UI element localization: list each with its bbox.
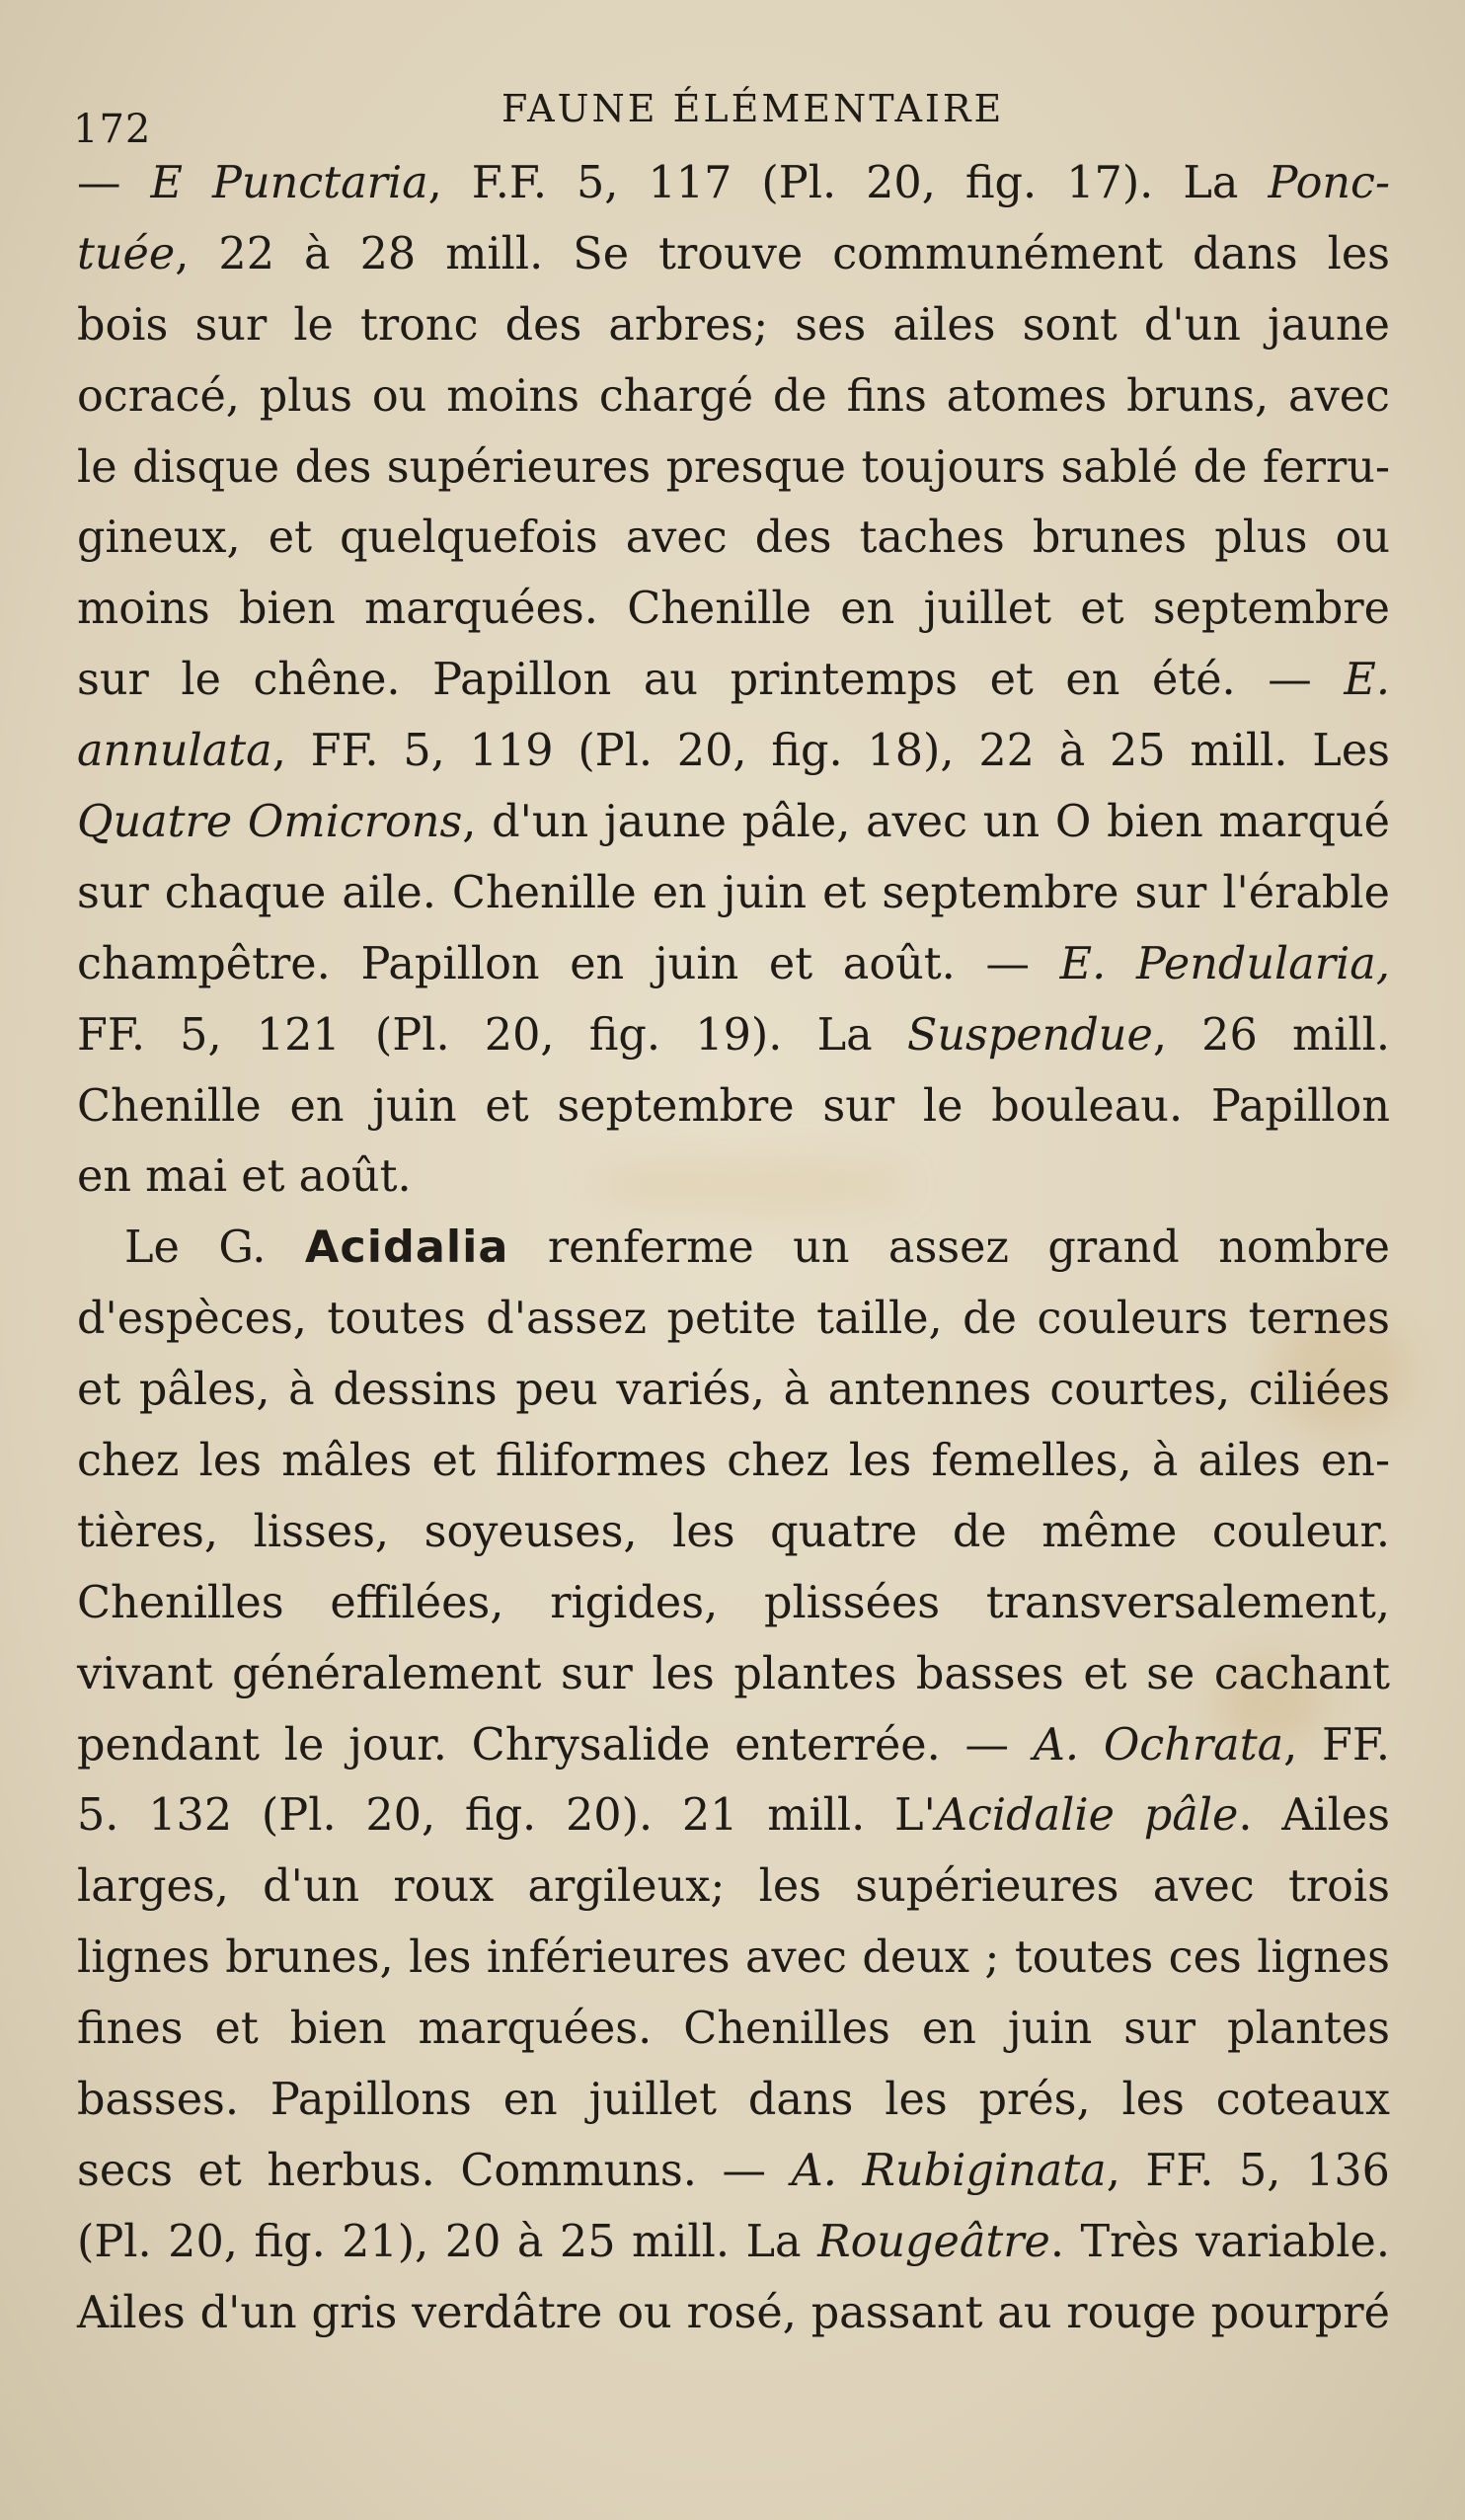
- text-line: gineux, et quelquefois avec des taches brunes plus ou: [77, 512, 1390, 564]
- text-line: Ailes d'un gris verdâtre ou rosé, passant au rouge pourpré: [77, 2287, 1390, 2338]
- text-line: tières, lisses, soyeuses, les quatre de même couleur.: [77, 1506, 1390, 1557]
- running-head: [0, 85, 1465, 152]
- text-line: Le G. Acidalia renferme un assez grand nombre: [124, 1222, 1390, 1274]
- text-line: basses. Papillons en juillet dans les prés, les coteaux: [77, 2075, 1390, 2126]
- text-line: moins bien marquées. Chenille en juillet et septembre: [77, 584, 1390, 635]
- text-line: en mai et août.: [77, 1151, 412, 1203]
- body-text: [77, 148, 1390, 2349]
- text-line: ocracé, plus ou moins chargé de fins atomes bruns, avec: [77, 370, 1390, 422]
- text-line: et pâles, à dessins peu variés, à antennes courtes, ciliées: [77, 1365, 1390, 1416]
- text-line: sur chaque aile. Chenille en juin et septembre sur l'érable: [77, 867, 1390, 918]
- text-line: lignes brunes, les inférieures avec deux ; toutes ces lignes: [77, 1932, 1390, 1984]
- text-line: 5. 132 (Pl. 20, fig. 20). 21 mill. L'Acidalie pâle. Ailes: [77, 1790, 1390, 1842]
- text-line: larges, d'un roux argileux; les supérieures avec trois: [77, 1861, 1390, 1913]
- text-line: d'espèces, toutes d'assez petite taille, de couleurs ternes: [77, 1294, 1390, 1345]
- text-line: fines et bien marquées. Chenilles en juin sur plantes: [77, 2004, 1390, 2055]
- text-line: le disque des supérieures presque toujours sablé de ferru-: [77, 441, 1390, 493]
- text-line: vivant généralement sur les plantes basses et se cachant: [77, 1648, 1390, 1699]
- genus-name: Acidalia: [304, 1222, 509, 1274]
- text-line: Quatre Omicrons, d'un jaune pâle, avec un O bien marqué: [77, 797, 1391, 848]
- text-line: tuée, 22 à 28 mill. Se trouve communément dans les: [77, 228, 1390, 279]
- text-line: Chenille en juin et septembre sur le bouleau. Papillon: [77, 1080, 1390, 1132]
- text-line: Chenilles effilées, rigides, plissées transversalement,: [77, 1577, 1390, 1628]
- text-line: — E Punctaria, F.F. 5, 117 (Pl. 20, fig. 17). La Ponc-: [77, 158, 1390, 208]
- text-line: pendant le jour. Chrysalide enterrée. — A. Ochrata, FF.: [77, 1719, 1390, 1771]
- text-line: annulata, FF. 5, 119 (Pl. 20, fig. 18), 22 à 25 mill. Les: [77, 726, 1390, 777]
- text-line: sur le chêne. Papillon au printemps et en été. — E.: [77, 655, 1390, 706]
- text-line: secs et herbus. Communs. — A. Rubiginata, FF. 5, 136: [77, 2145, 1390, 2196]
- text-line: bois sur le tronc des arbres; ses ailes sont d'un jaune: [77, 299, 1390, 351]
- text-line: chez les mâles et filiformes chez les femelles, à ailes en-: [77, 1436, 1390, 1487]
- text-line: FF. 5, 121 (Pl. 20, fig. 19). La Suspendue, 26 mill.: [77, 1009, 1390, 1061]
- text-line: champêtre. Papillon en juin et août. — E. Pendularia,: [77, 938, 1390, 989]
- text-line: (Pl. 20, fig. 21), 20 à 25 mill. La Rougeâtre. Très variable.: [77, 2216, 1390, 2267]
- running-title: FAUNE ÉLÉMENTAIRE: [501, 87, 1005, 130]
- page-number: 172: [73, 107, 152, 152]
